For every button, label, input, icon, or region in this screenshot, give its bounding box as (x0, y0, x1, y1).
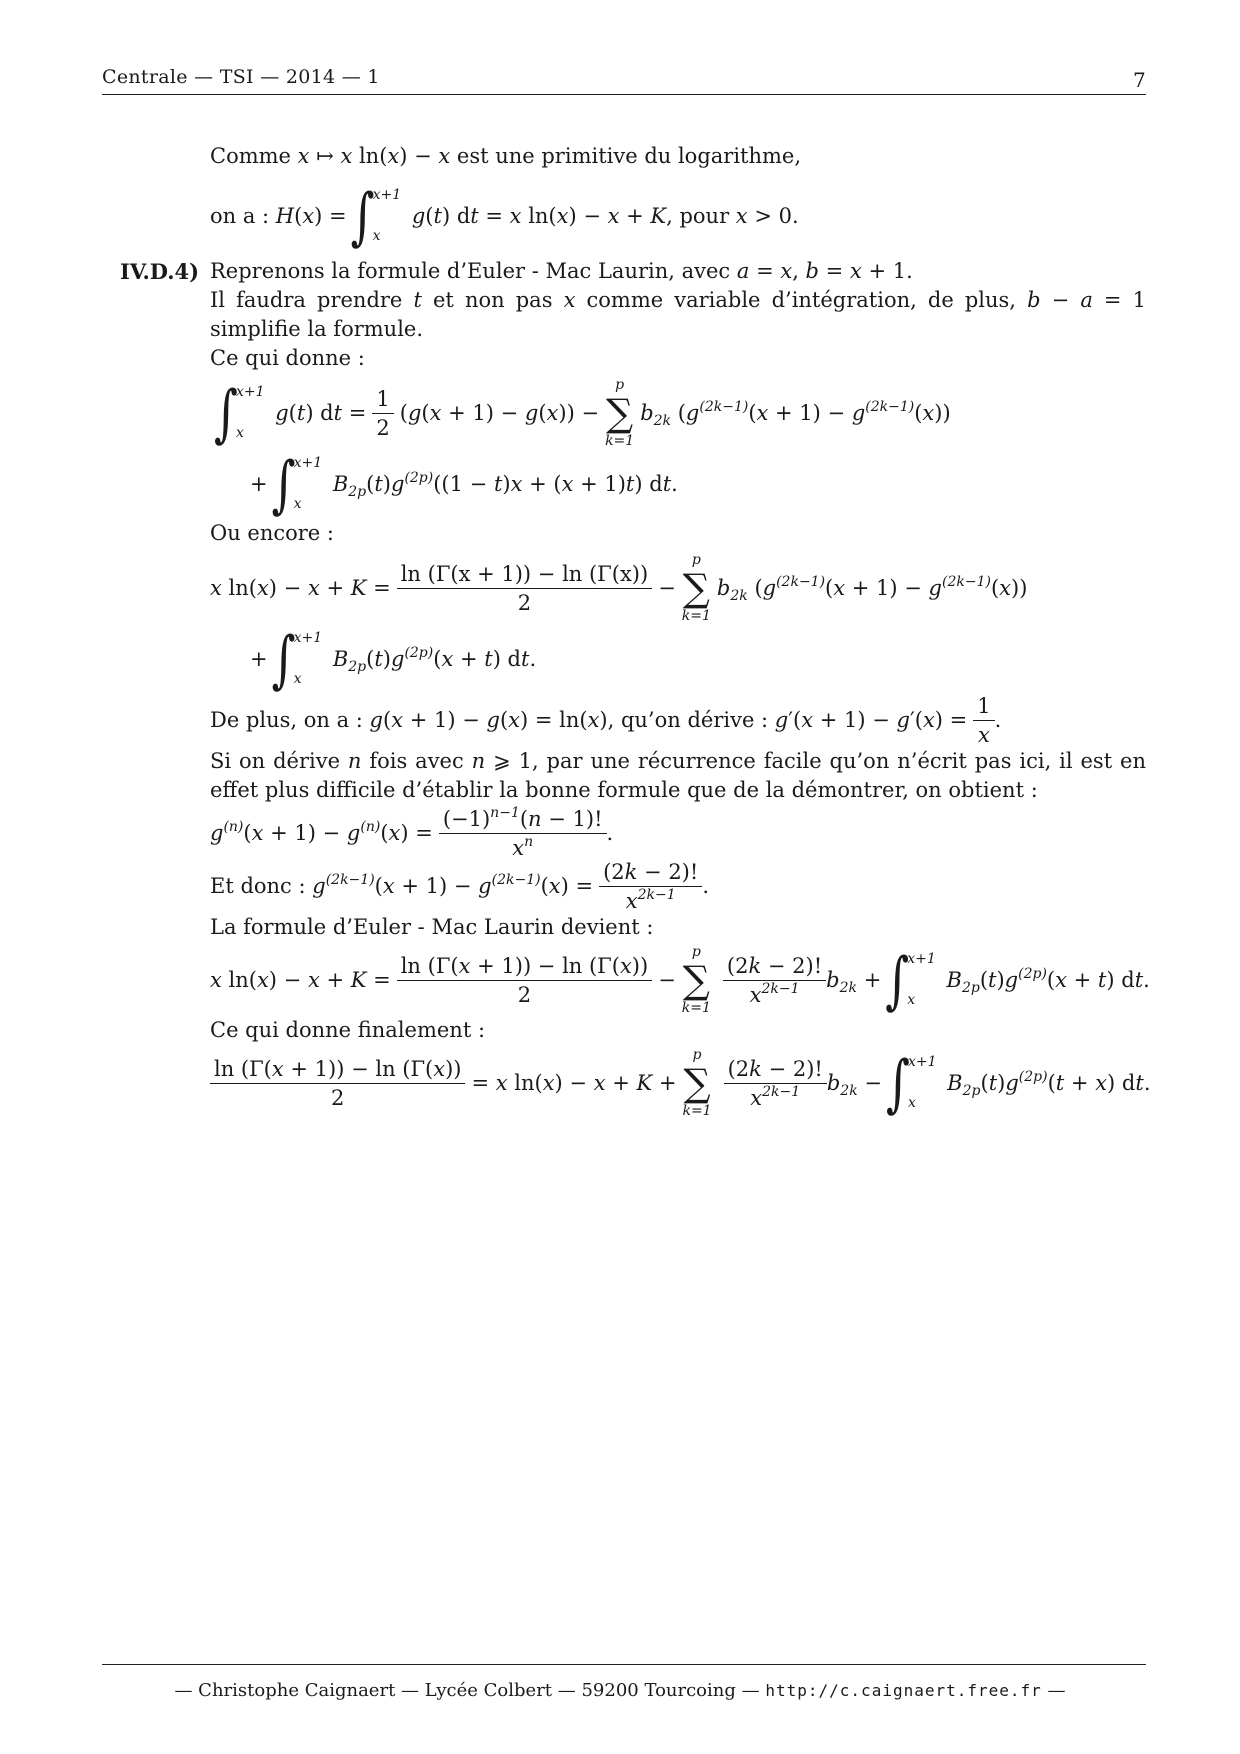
equation-euler-1b: + ∫ x+1 x $B_{2p}(t)g^{(2p)}((1 - t)x + (x + 1)t)$ dt. (250, 447, 678, 521)
page-footer (0, 1680, 1240, 1701)
fraction-half: $\frac{1}{2}$ (372, 387, 393, 440)
equation-et-donc: Et donc : $g^{(2k-1)}(x + 1) - g^{(2k-1)}(x)$ = $\frac{(2k - 2)!}{x^{2k-1}}$ . (210, 860, 710, 913)
equation-euler-3: x ln(x) − x + K = $\frac{\ln (\Gamma(x + 1)) - \ln (\Gamma(x))}{2}$ − p ∑ k=1 $\frac{(2k - 2)!}{x^{2k-1}}$ $b_{2k}$ + ∫ x+1 x $B_{2p}(t)g^{(2p)}(x + t)$ dt. (210, 943, 1150, 1017)
footer-rule (102, 1664, 1146, 1665)
integral-sign: ∫ x+1 x (271, 622, 323, 696)
paragraph-variable: Il faudra prendre t et non pas x comme variable d’intégration, de plus, b − a = 1 simplifie la formule. (210, 288, 1146, 341)
fraction-2k: $\frac{(2k - 2)!}{x^{2k-1}}$ (723, 954, 826, 1007)
page-header (102, 66, 1146, 95)
paragraph-ce-qui-donne: Ce qui donne : (210, 346, 365, 370)
page-number: 7 (1132, 68, 1146, 92)
integral-sign: ∫ x+1 x (885, 943, 936, 1017)
fraction-gamma: $\frac{\ln (\Gamma(x + 1)) - \ln (\Gamma(x))}{2}$ (210, 1057, 465, 1110)
integral-sign: ∫ x+1 x (885, 1046, 937, 1120)
integral-sign: ∫ x+1 x (214, 376, 265, 450)
equation-derivative-n: $g^{(n)}(x + 1) - g^{(n)}(x)$ = $\frac{(-1)^{n-1}(n - 1)!}{x^n}$ . (210, 805, 614, 860)
equation-final: $\frac{\ln (\Gamma(x + 1)) - \ln (\Gamma(x))}{2}$ = x ln(x) − x + K + p ∑ k=1 $\frac{(2k - 2)!}{x^{2k-1}}$ $b_{2k}$ − ∫ x+1 x $B_{2p}(t)g^{(2p)}(t + x)$ dt. (210, 1047, 1146, 1119)
equation-H: on a : H(x) = ∫ x+1 x g(t) dt = x ln(x) − x + K, pour x > 0. (210, 179, 799, 253)
footer-url[interactable]: http://c.caignaert.free.fr (765, 1681, 1042, 1700)
fraction-derivative-n: $\frac{(-1)^{n-1}(n - 1)!}{x^n}$ (439, 807, 607, 860)
paragraph-primitive: Comme x ↦ x ln(x) − x est une primitive du logarithme, (210, 144, 802, 168)
integral-sign: ∫ x+1 x (271, 447, 323, 521)
sum-sign: p ∑ k=1 (605, 377, 635, 449)
integral-sign: ∫ x+1 x (350, 179, 402, 253)
document-body (120, 142, 1151, 1120)
question-IV-D-4 (120, 257, 1146, 286)
footer-dash: — (1047, 1680, 1066, 1701)
paragraph-finalement: Ce qui donne finalement : (210, 1018, 486, 1042)
equation-euler-2b: + ∫ x+1 x $B_{2p}(t)g^{(2p)}(x + t)$ dt. (250, 622, 537, 696)
footer-author: — Christophe Caignaert — Lycée Colbert — 59200 Tourcoing — (174, 1680, 760, 1701)
header-title: Centrale — TSI — 2014 — 1 (102, 66, 380, 88)
question-label: IV.D.4) (120, 259, 200, 284)
fraction-2k: $\frac{(2k - 2)!}{x^{2k-1}}$ (724, 1057, 827, 1110)
equation-euler-2: x ln(x) − x + K = $\frac{\ln (\Gamma(x + 1)) - \ln (\Gamma(x))}{2}$ − p ∑ k=1 $b_{2k}$ $(g^{(2k-1)}(x + 1) - g^{(2k-1)}(x))$ (210, 552, 1028, 624)
equation-euler-1: ∫ x+1 x g(t) dt = $\frac{1}{2}$ (g(x + 1) − g(x)) − p ∑ k=1 $b_{2k}$ $(g^{(2k-1)}(x + 1) - g^{(2k-1)}(x))$ (214, 376, 951, 450)
fraction-gamma: $\frac{\ln (\Gamma(x + 1)) - \ln (\Gamma(x))}{2}$ (397, 562, 652, 615)
paragraph-de-plus: De plus, on a : g(x + 1) − g(x) = ln(x), qu’on dérive : g′(x + 1) − g′(x) = $\frac{1}{x}$ . (210, 694, 1002, 747)
fraction-2k: $\frac{(2k - 2)!}{x^{2k-1}}$ (599, 860, 702, 913)
sum-sign: p ∑ k=1 (682, 1047, 712, 1119)
paragraph-ou-encore: Ou encore : (210, 521, 334, 545)
sum-sign: p ∑ k=1 (681, 944, 711, 1016)
fraction-gamma: $\frac{\ln (\Gamma(x + 1)) - \ln (\Gamma(x))}{2}$ (397, 954, 652, 1007)
fraction-one-over-x: $\frac{1}{x}$ (973, 694, 994, 747)
paragraph-recurrence: Si on dérive n fois avec n ⩾ 1, par une récurrence facile qu’on n’écrit pas ici, il est en effet plus difficile d’établir la bonne formule que de la démontrer, on obtient : (210, 749, 1146, 802)
paragraph-reprenons: Reprenons la formule d’Euler - Mac Laurin, avec a = x, b = x + 1. (210, 259, 913, 283)
paragraph-devient: La formule d’Euler - Mac Laurin devient : (210, 915, 654, 939)
sum-sign: p ∑ k=1 (681, 552, 711, 624)
